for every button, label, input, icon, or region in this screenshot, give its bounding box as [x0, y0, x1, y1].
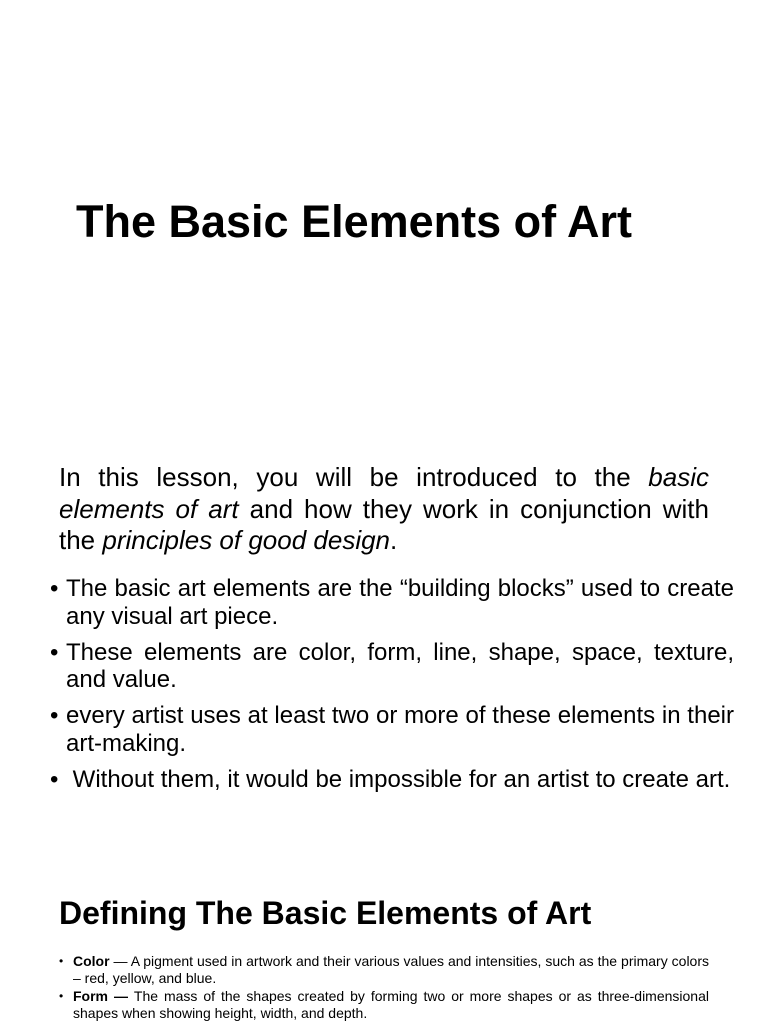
bullet-dot-icon: •	[50, 765, 59, 793]
definition-separator: —	[109, 953, 131, 969]
bullet-text: every artist uses at least two or more of these elements in their art-making.	[66, 702, 734, 757]
intro-text: .	[390, 525, 398, 555]
definition-separator: —	[108, 988, 134, 1004]
intro-text: In this lesson, you will be introduced to the	[59, 462, 649, 492]
bullet-text: These elements are color, form, line, shape, space, texture, and value.	[66, 638, 734, 693]
definition-text: A pigment used in artwork and their various values and intensities, such as the primary colors – red, yellow, and blue.	[73, 953, 709, 986]
definition-term: Color	[73, 953, 110, 969]
bullet-dot-icon: •	[59, 989, 64, 1003]
bullet-item	[50, 702, 734, 757]
definition-term: Form	[73, 988, 108, 1004]
intro-paragraph	[59, 462, 709, 557]
bullet-dot-icon: •	[50, 638, 59, 666]
bullet-item	[50, 766, 734, 794]
bullet-item	[50, 639, 734, 694]
bullet-text: Without them, it would be impossible for an artist to create art.	[66, 765, 731, 793]
intro-emphasis-principles: principles of good design	[102, 525, 391, 555]
bullet-text: The basic art elements are the “building blocks” used to create any visual art piece.	[66, 575, 734, 630]
bullet-dot-icon: •	[50, 702, 59, 729]
page-title: The Basic Elements of Art	[76, 196, 632, 247]
intro-text: and how they work in conjunction with the	[59, 493, 709, 555]
bullet-list	[50, 575, 734, 793]
definition-item	[59, 988, 709, 1021]
definitions-list	[59, 953, 709, 1021]
bullet-dot-icon: •	[50, 575, 59, 602]
definitions-heading: Defining The Basic Elements of Art	[59, 895, 592, 931]
definition-text: The mass of the shapes created by forming two or more shapes or as three-dimensional shapes when showing height, width, and depth.	[73, 988, 709, 1021]
bullet-item	[50, 575, 734, 630]
bullet-dot-icon: •	[59, 954, 64, 968]
intro-emphasis-basic-elements: basic elements of art	[59, 462, 709, 524]
definition-item	[59, 953, 709, 986]
